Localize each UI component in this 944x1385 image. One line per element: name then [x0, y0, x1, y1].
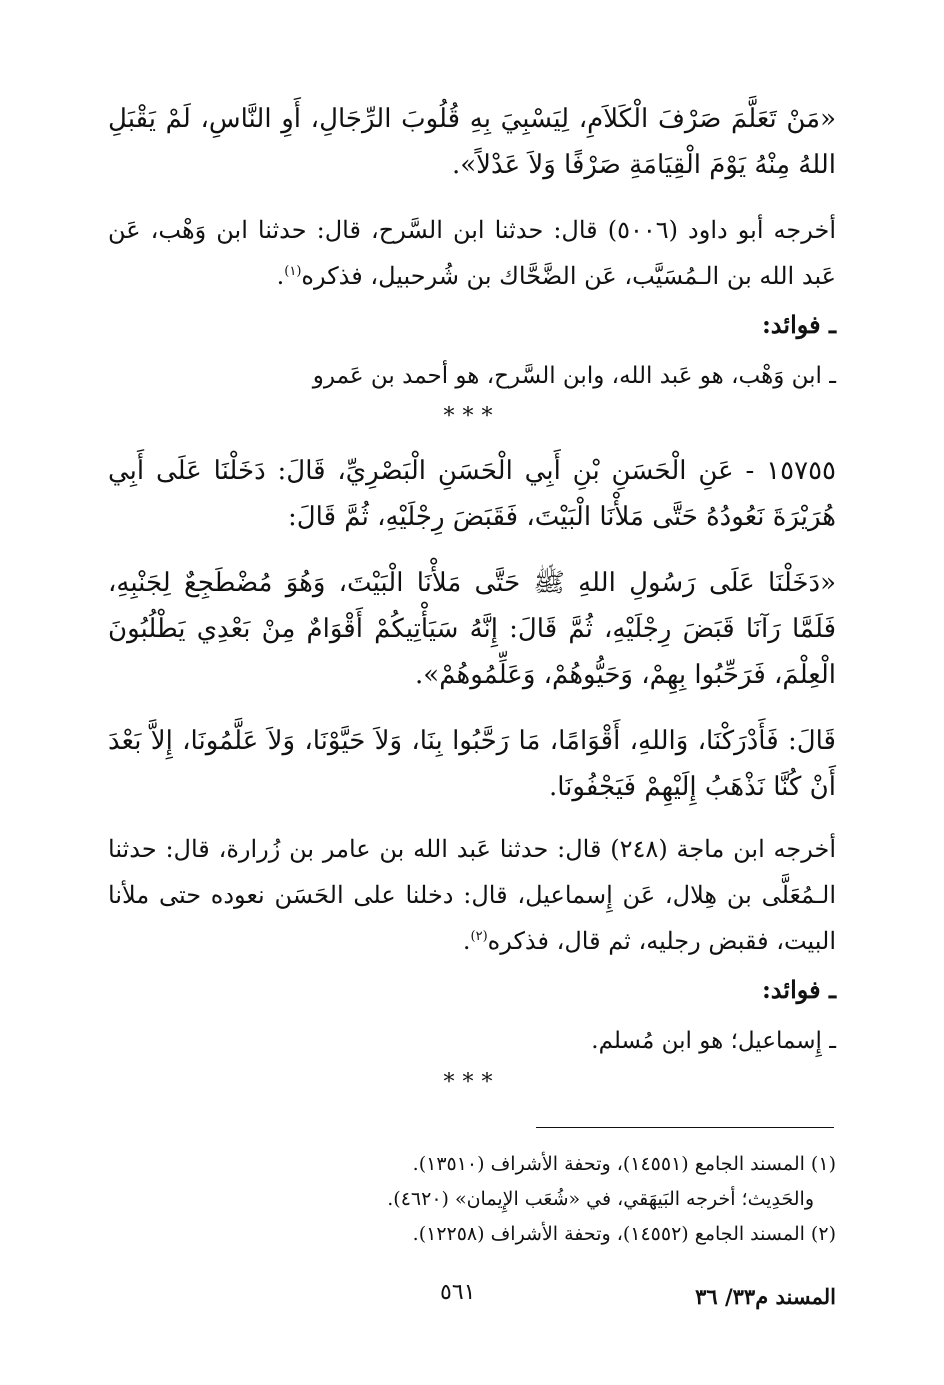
- hadith-text-paragraph: «دَخَلْنَا عَلَى رَسُولِ اللهِ ﷺ حَتَّى مَلأْنَا الْبَيْتَ، وَهُوَ مُضْطَجِعٌ لِجَنْبِهِ، فَلَمَّا رَآنَا قَبَضَ رِجْلَيْهِ، ثُمَّ قَالَ: إِنَّهُ سَيَأْتِيكُمْ أَقْوَامٌ مِنْ بَعْدِي يَطْلُبُونَ الْعِلْمَ، فَرَحِّبُوا بِهِمْ، وَحَيُّوهُمْ، وَعَلِّمُوهُمْ».: [108, 568, 836, 690]
- page-number: ٥٦١: [440, 1280, 476, 1305]
- footnote-ref-2[interactable]: (٢): [470, 929, 488, 944]
- takhrij-paragraph-1: [108, 207, 836, 299]
- footnote-divider: [536, 1127, 834, 1128]
- takhrij-2-end: .: [462, 927, 471, 955]
- takhrij-2-text: أخرجه ابن ماجة (٢٤٨) قال: حدثنا عَبد الله بن عامر بن زُرارة، قال: حدثنا الـمُعَلَّى بن هِلال، عَن إِسماعيل، قال: دخلنا على الحَسَن نعوده حتى ملأنا البيت، فقبض رجليه، ثم قال، فذكره: [108, 835, 837, 955]
- fawaid-heading-1: ـ فوائد:: [761, 310, 836, 339]
- section-separator-2: ***: [443, 1070, 501, 1095]
- footnote-2: (٢) المسند الجامع (١٤٥٥٢)، وتحفة الأشراف (١٢٢٥٨).: [412, 1223, 836, 1245]
- takhrij-1-end: .: [276, 262, 285, 290]
- fawaid-note-1: ـ ابن وَهْب، هو عَبد الله، وابن السَّرح، هو أحمد بن عَمرو: [312, 363, 836, 389]
- takhrij-paragraph-2: [108, 826, 836, 964]
- fawaid-heading-2: ـ فوائد:: [761, 975, 836, 1004]
- takhrij-1-text: أخرجه أبو داود (٥٠٠٦) قال: حدثنا ابن السَّرح، قال: حدثنا ابن وَهْب، عَن عَبد الله بن الـمُسَيَّب، عَن الضَّحَّاك بن شُرحبيل، فذكره: [108, 216, 836, 290]
- section-separator-1: ***: [443, 404, 501, 429]
- narrator-statement-paragraph: قَالَ: فَأَدْرَكْنَا، وَاللهِ، أَقْوَامًا، مَا رَحَّبُوا بِنَا، وَلاَ حَيَّوْنَا، وَلاَ عَلَّمُونَا، إِلاَّ بَعْدَ أَنْ كُنَّا نَذْهَبُ إِلَيْهِمْ فَيَجْفُونَا.: [108, 726, 836, 802]
- footnote-1: (١) المسند الجامع (١٤٥٥١)، وتحفة الأشراف (١٣٥١٠).: [412, 1153, 836, 1175]
- hadith-intro-paragraph: ١٥٧٥٥ - عَنِ الْحَسَنِ بْنِ أَبِي الْحَسَنِ الْبَصْرِيِّ، قَالَ: دَخَلْنَا عَلَى أَبِي هُرَيْرَةَ نَعُودُهُ حَتَّى مَلأْنَا الْبَيْتَ، فَقَبَضَ رِجْلَيْهِ، ثُمَّ قَالَ:: [108, 456, 836, 532]
- footnote-1-continuation: والحَدِيث؛ أخرجه البَيهَقي، في «شُعَب الإِيمان» (٤٦٢٠).: [387, 1188, 814, 1210]
- volume-signature: المسند م٣٣/ ٣٦: [695, 1284, 836, 1309]
- hadith-closing-paragraph: «مَنْ تَعَلَّمَ صَرْفَ الْكَلاَمِ، لِيَسْبِيَ بِهِ قُلُوبَ الرِّجَالِ، أَوِ النَّاسِ، لَمْ يَقْبَلِ اللهُ مِنْهُ يَوْمَ الْقِيَامَةِ صَرْفًا وَلاَ عَدْلاً».: [108, 104, 836, 180]
- footnote-ref-1[interactable]: (١): [284, 264, 302, 279]
- fawaid-note-2: ـ إِسماعيل؛ هو ابن مُسلم.: [591, 1028, 836, 1054]
